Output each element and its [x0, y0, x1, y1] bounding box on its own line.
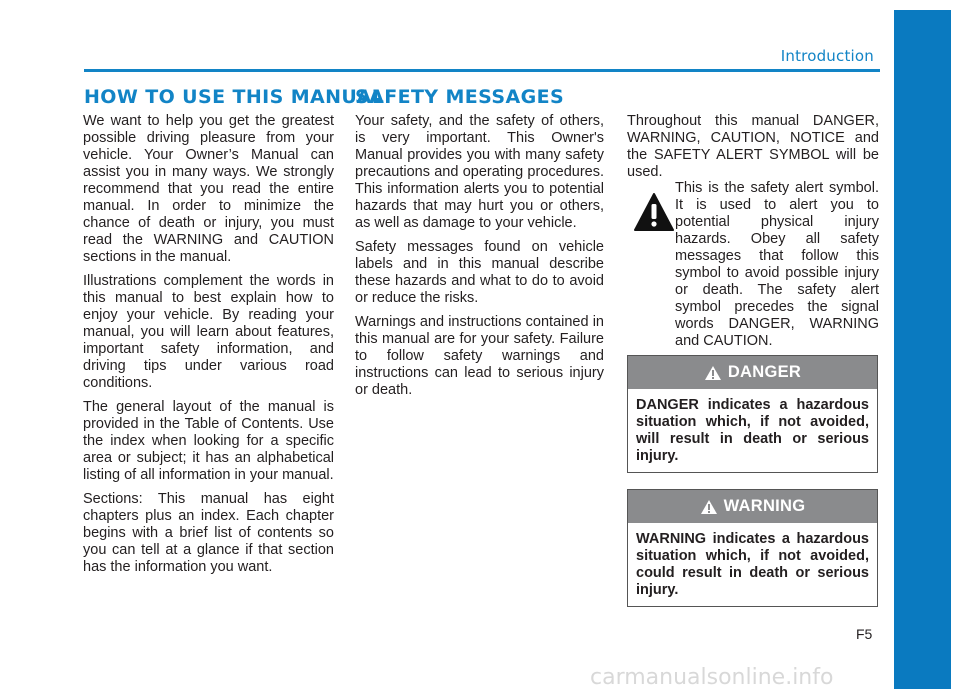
how-to-paragraph: We want to help you get the greatest possible driving pleasure from your vehicle. Your Owner’s Manual can assist you in many ways. We strongly recommend that you read the entire manual. In order to minimize the chance of death or injury, you must read the WARNING and CAUTION sections in the manual.: [83, 113, 334, 265]
safety-alert-icon: [633, 192, 675, 232]
warning-box: [627, 489, 878, 607]
section-header: Introduction: [780, 47, 874, 65]
chapter-tab: [894, 10, 951, 689]
safety-paragraph: Warnings and instructions contained in this manual are for your safety. Failure to follow safety warnings and instructions can lead to serious injury or death.: [355, 314, 604, 398]
warning-title: WARNING: [723, 497, 806, 515]
watermark: carmanualsonline.info: [590, 665, 834, 690]
warning-text: WARNING indicates a hazardous situation which, if not avoided, could result in death or serious injury.: [636, 531, 869, 598]
safety-paragraph: Safety messages found on vehicle labels and in this manual describe these hazards and what to do to avoid or reduce the risks.: [355, 239, 604, 306]
danger-text: DANGER indicates a hazardous situation which, if not avoided, will result in death or serious injury.: [636, 397, 869, 464]
how-to-paragraph: The general layout of the manual is provided in the Table of Contents. Use the index when looking for a specific area or subject; it has an alphabetical listing of all information in your manual.: [83, 399, 334, 483]
safety-alert-text: This is the safety alert symbol. It is used to alert you to potential physical injury hazards. Obey all safety messages that follow this symbol to avoid possible injury or death. The safety alert symbol precedes the signal words DANGER, WARNING and CAUTION.: [675, 180, 879, 349]
safety-paragraph: Your safety, and the safety of others, is very important. This Owner's Manual provides you with many safety precautions and operating procedures. This information alerts you to potential hazards that may hurt you or others, as well as damage to your vehicle.: [355, 113, 604, 231]
danger-title: DANGER: [727, 363, 802, 381]
warning-band: [628, 490, 877, 523]
page-number: F5: [856, 626, 873, 642]
safety-column: [355, 113, 604, 406]
danger-band: [628, 356, 877, 389]
warning-triangle-icon: [700, 499, 718, 515]
header-rule: [84, 69, 880, 72]
warning-triangle-icon: [704, 365, 722, 381]
danger-box: [627, 355, 878, 473]
how-to-heading: HOW TO USE THIS MANUAL: [84, 86, 385, 108]
how-to-paragraph: Illustrations complement the words in this manual to best explain how to enjoy your vehicle. By reading your manual, you will learn about features, important safety information, and driving tips under various road conditions.: [83, 273, 334, 391]
how-to-paragraph: Sections: This manual has eight chapters plus an index. Each chapter begins with a brief list of contents so you can tell at a glance if that section has the information you want.: [83, 491, 334, 575]
signal-words-intro: Throughout this manual DANGER, WARNING, CAUTION, NOTICE and the SAFETY ALERT SYMBOL will be used.: [627, 113, 879, 180]
how-to-column: [83, 113, 334, 583]
safety-heading: SAFETY MESSAGES: [355, 86, 565, 108]
